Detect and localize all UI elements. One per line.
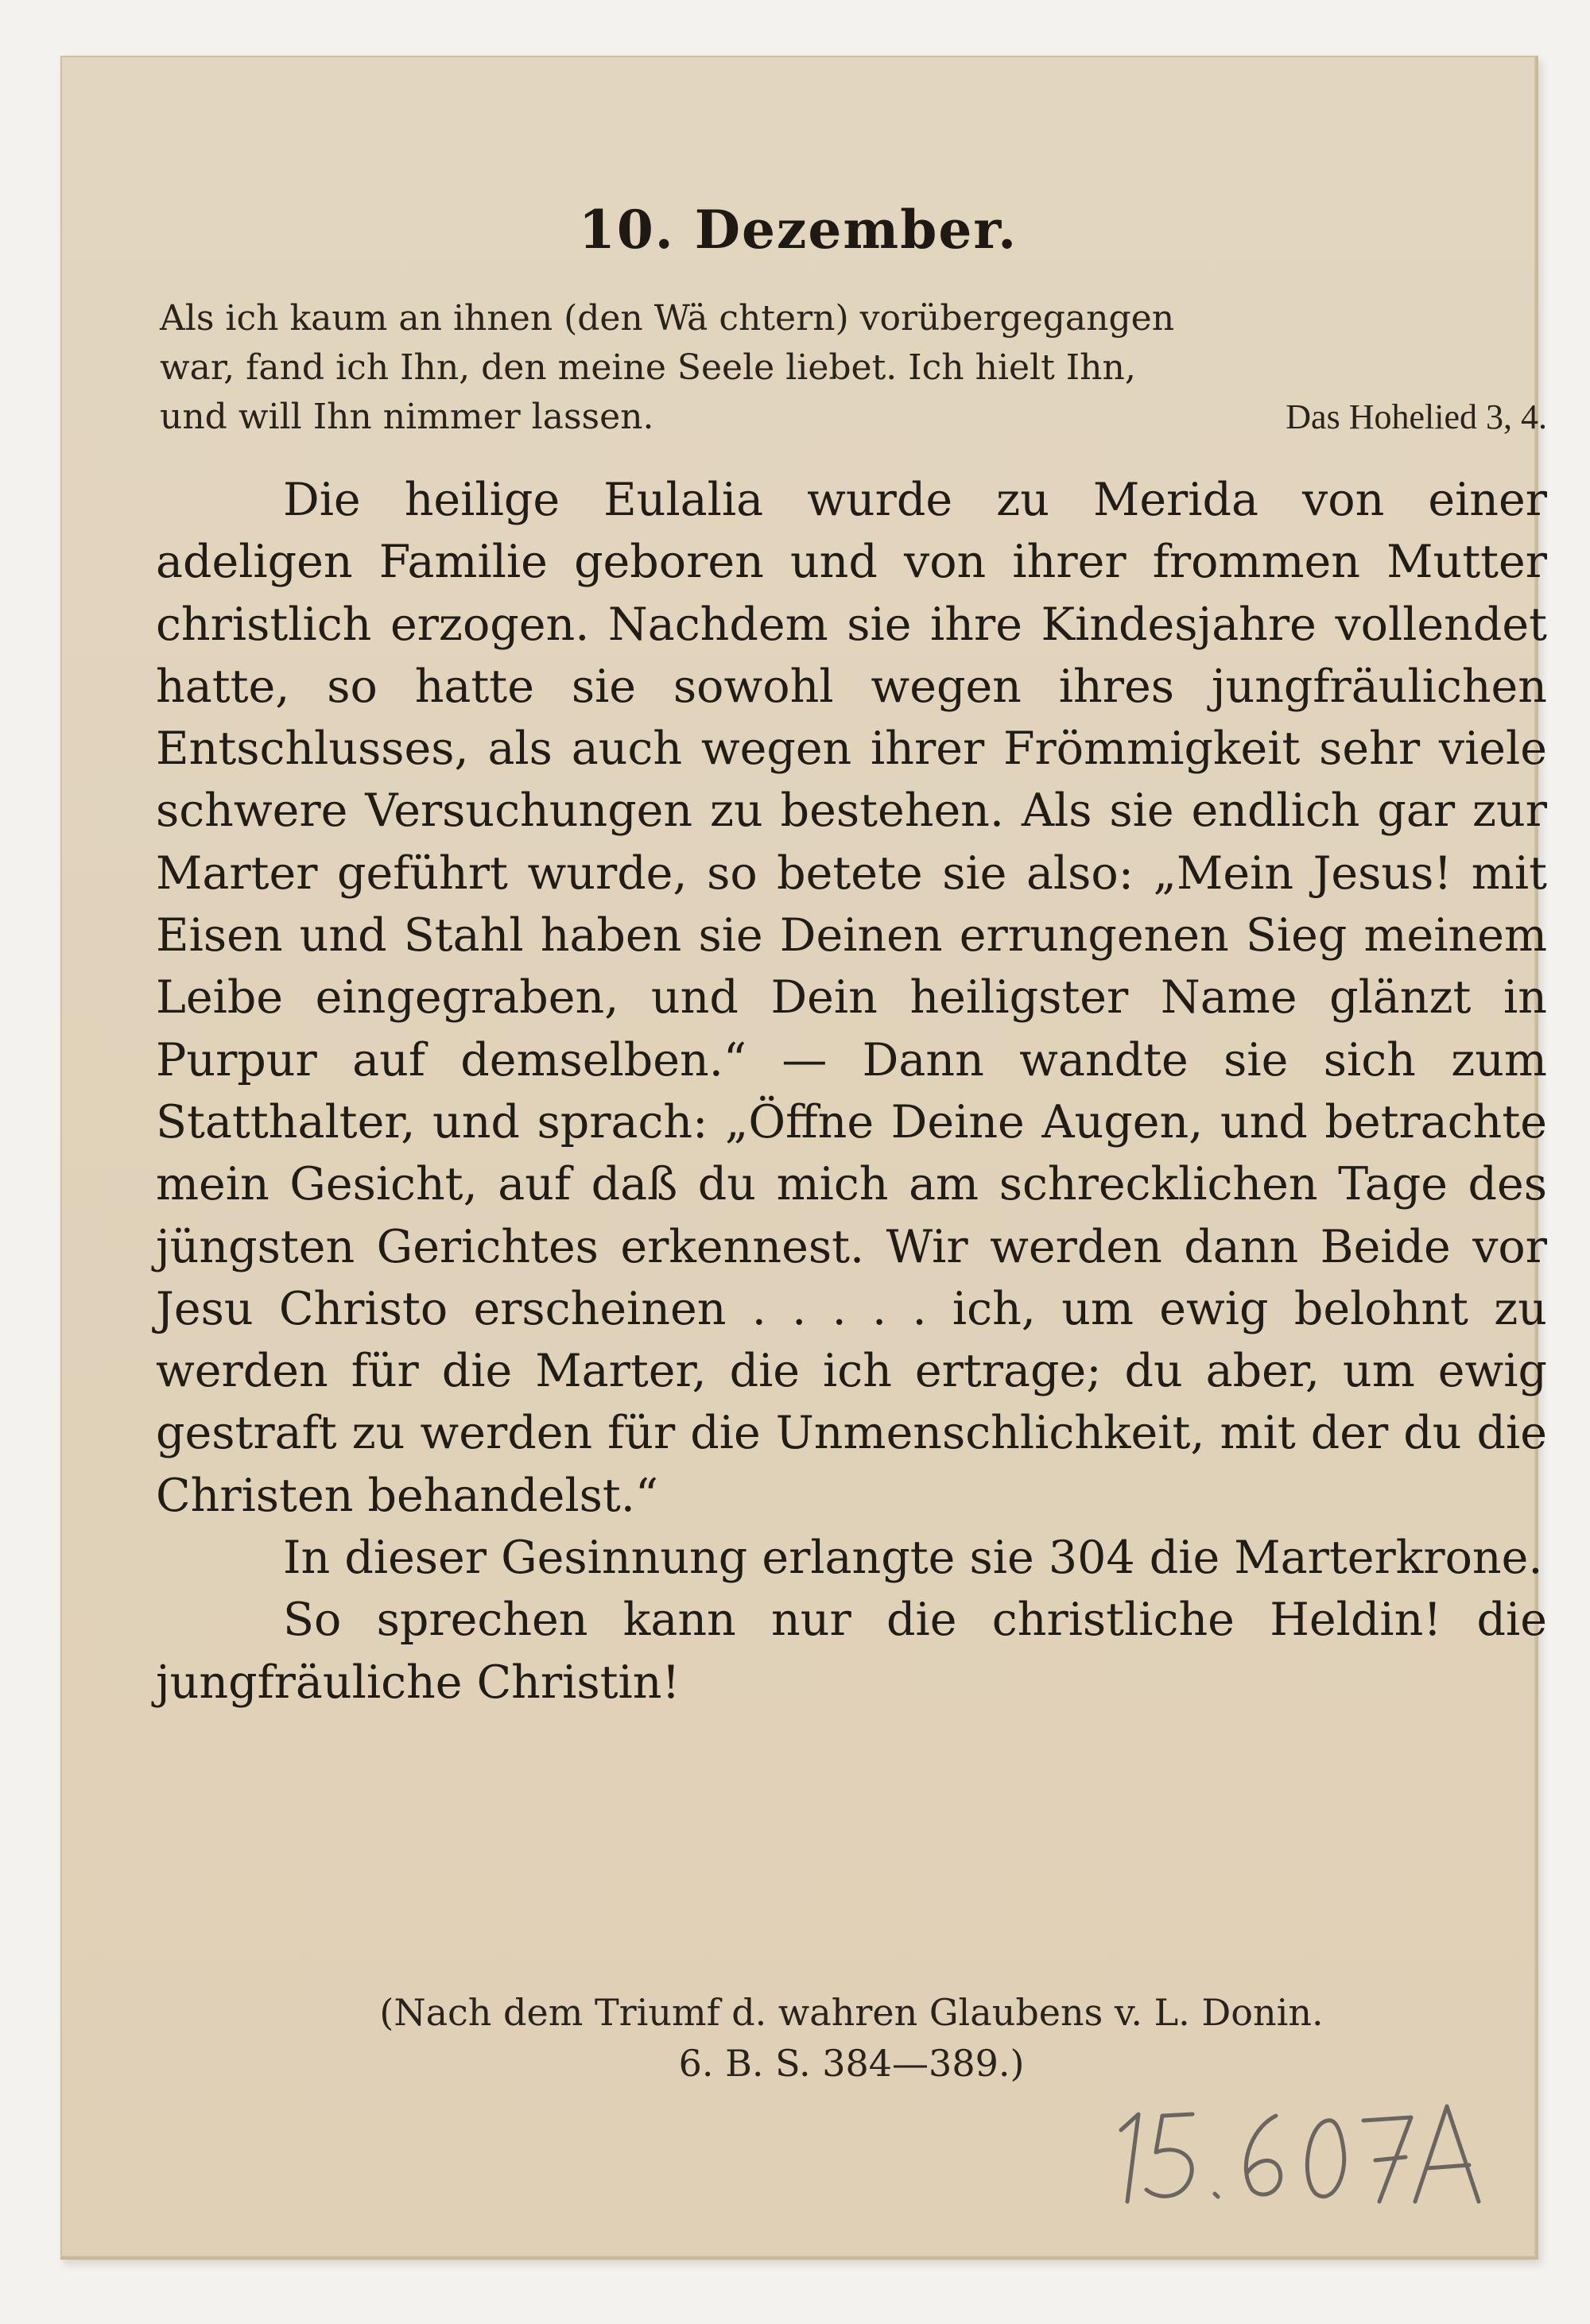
source-line-1: (Nach dem Triumf d. wahren Glaubens v. L. Donin. bbox=[379, 1991, 1324, 2034]
paragraph-martyr-crown: In dieser Gesinnung erlangte sie 304 die Marterkrone. bbox=[283, 1532, 1543, 1585]
handwritten-number-drawing bbox=[1089, 2082, 1534, 2225]
epigraph-line-1: Als ich kaum an ihnen (den Wä chtern) vorübergegangen bbox=[160, 298, 1175, 339]
source-line-2: 6. B. S. 384—389.) bbox=[678, 2042, 1025, 2085]
epigraph-quote bbox=[160, 294, 1547, 442]
date-title: 10. Dezember. bbox=[578, 199, 1018, 261]
handwritten-number-text: 15.607A bbox=[1089, 2082, 1093, 2083]
epigraph-line-2: war, fand ich Ihn, den meine Seele liebet. Ich hielt Ihn, bbox=[160, 347, 1136, 388]
devotional-card bbox=[60, 56, 1547, 2260]
paragraph-eulalia-story: Die heilige Eulalia wurde zu Merida von einer adeligen Familie geboren und von ihrer frommen Mutter christlich erzogen. Nachdem sie ihre Kindesjahre vollendet hatte, so hatte sie sowohl wegen ihres jungfräulichen Entschlusses, als auch wegen ihrer Frömmigkeit sehr viele schwere Versuchungen zu bestehen. Als sie endlich gar zur Marter geführt wurde, so betete sie also: „Mein Jesus! mit Eisen und Stahl haben sie Deinen errungenen Sieg meinem Leibe eingegraben, und Dein heiligster Name glänzt in Purpur auf demselben.“ — Dann wandte sie sich zum Statthalter, und sprach: „Öffne Deine Augen, und betrachte mein Gesicht, auf daß du mich am schrecklichen Tage des jüngsten Gerichtes erkennest. Wir werden dann Beide vor Jesu Christo erscheinen . . . . . ich, um ewig belohnt zu werden für die Marter, die ich ertrage; du aber, um ewig gestraft zu werden für die Unmenschlichkeit, mit der du die Christen behandelst.“ bbox=[156, 474, 1547, 1522]
epigraph-line-3 bbox=[160, 393, 1547, 442]
epigraph-line-3-text: und will Ihn nimmer lassen. bbox=[160, 397, 654, 437]
epigraph-citation: Das Hohelied 3, 4. bbox=[1286, 397, 1547, 436]
paragraph-heroine: So sprechen kann nur die christliche Heldin! die jungfräuliche Christin! bbox=[156, 1594, 1547, 1709]
main-text bbox=[156, 469, 1547, 1714]
handwritten-inventory-number bbox=[1089, 2082, 1534, 2225]
source-note bbox=[156, 1987, 1547, 2089]
